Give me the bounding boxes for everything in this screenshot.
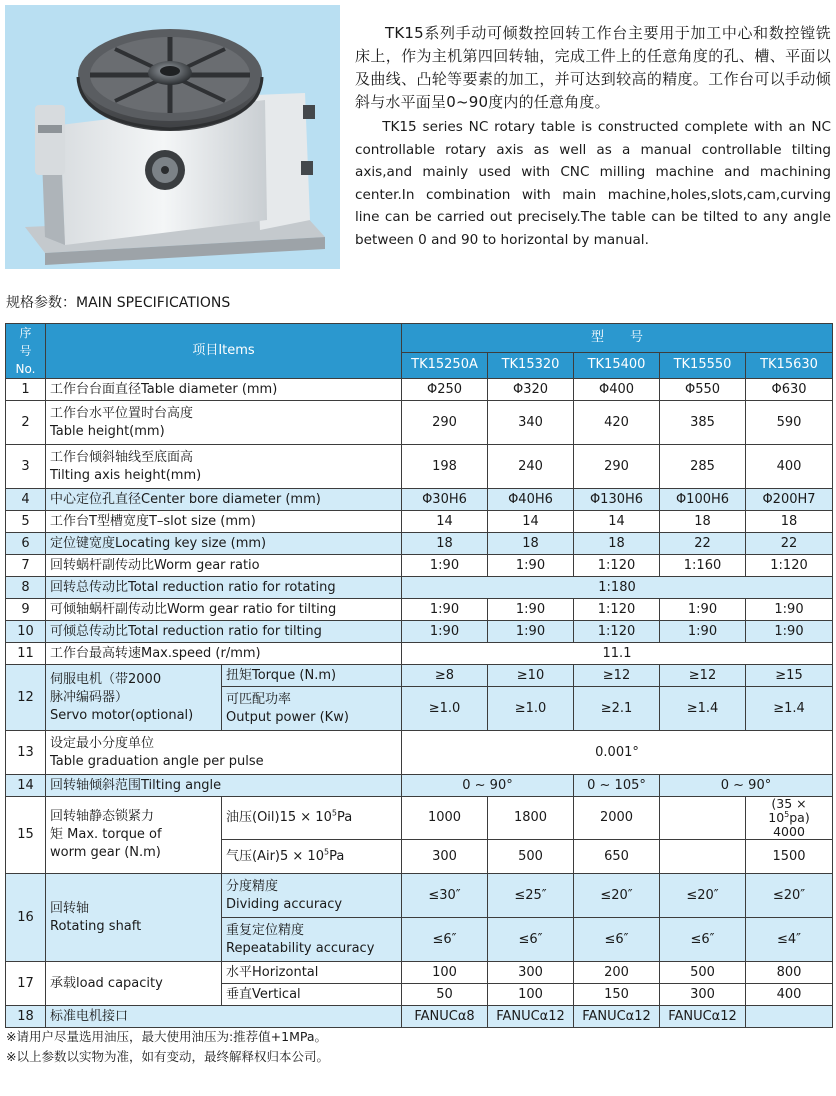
row-value: ≥2.1 <box>574 687 660 731</box>
row-value: 340 <box>488 401 574 445</box>
table-row <box>6 731 833 775</box>
row-number: 13 <box>6 731 46 775</box>
row-value: 590 <box>746 401 833 445</box>
air-pressure-label: 气压(Air)5 × 10 <box>226 848 324 864</box>
header-row <box>6 324 833 353</box>
row-value: Φ400 <box>574 379 660 401</box>
row-item: 工作台最高转速Max.speed (r/mm) <box>46 643 402 665</box>
row-item-zh: 设定最小分度单位 <box>50 735 155 751</box>
row-number: 18 <box>6 1006 46 1028</box>
row-value: 50 <box>402 984 488 1006</box>
row-number: 15 <box>6 797 46 874</box>
intro-chinese: TK15系列手动可倾数控回转工作台主要用于加工中心和数控镗铣床上，作为主机第四回转轴，完成工件上的任意角度的孔、槽、平面以及曲线、凸轮等要素的加工，并可达到较高的精度。工作台可以手动倾斜与水平面呈0~90度内的任意角度。 <box>355 24 831 111</box>
row-value: 1:90 <box>660 621 746 643</box>
table-row <box>6 1006 833 1028</box>
intro-section <box>355 22 831 251</box>
row-value: ≤20″ <box>660 874 746 918</box>
value-exponent: 5 <box>784 809 790 819</box>
row-value: 1:90 <box>746 621 833 643</box>
row-value: ≤6″ <box>488 918 574 962</box>
footnotes <box>6 1027 329 1067</box>
header-model: 型 号 <box>402 324 833 353</box>
product-photo <box>5 5 340 269</box>
row-value: 18 <box>574 533 660 555</box>
oil-pressure-exponent: 5 <box>331 808 337 818</box>
table-row <box>6 621 833 643</box>
header-no-char-3: No. <box>15 362 36 376</box>
row-value: 1:90 <box>746 599 833 621</box>
row-value: 200 <box>574 962 660 984</box>
rotary-table-illustration <box>5 5 340 269</box>
value-part: (35 × 10 <box>768 796 807 825</box>
row-item: 可倾总传动比Total reduction ratio for tilting <box>46 621 402 643</box>
row-value: 18 <box>488 533 574 555</box>
row-sub-item <box>222 797 402 840</box>
air-pressure-unit: Pa <box>329 848 345 864</box>
row-item-en: Tilting axis height(mm) <box>50 467 202 483</box>
row-value: ≥1.4 <box>746 687 833 731</box>
model-name: TK15250A <box>402 352 488 378</box>
row-value: 0 ~ 90° <box>660 775 833 797</box>
row-value: ≤25″ <box>488 874 574 918</box>
row-value: 198 <box>402 445 488 489</box>
row-value: 400 <box>746 445 833 489</box>
row-sub-item-en: Repeatability accuracy <box>226 940 375 956</box>
row-item: 中心定位孔直径Center bore diameter (mm) <box>46 489 402 511</box>
row-value: 1:90 <box>488 621 574 643</box>
row-value: Φ200H7 <box>746 489 833 511</box>
row-value: Φ100H6 <box>660 489 746 511</box>
row-value: 1:90 <box>402 555 488 577</box>
row-value: 1500 <box>746 840 833 874</box>
row-value: ≤4″ <box>746 918 833 962</box>
row-number: 8 <box>6 577 46 599</box>
row-value: 300 <box>402 840 488 874</box>
row-value: 1:120 <box>574 599 660 621</box>
row-value: 300 <box>488 962 574 984</box>
row-sub-item-zh: 重复定位精度 <box>226 922 305 938</box>
row-value: 385 <box>660 401 746 445</box>
row-value: 100 <box>488 984 574 1006</box>
table-row <box>6 962 833 984</box>
row-item-en: Rotating shaft <box>50 918 142 934</box>
header-no <box>6 324 46 379</box>
row-item-zh: 回转轴 <box>50 900 90 916</box>
row-value <box>746 1006 833 1028</box>
row-item-zh: 工作台水平位置时台高度 <box>50 405 194 421</box>
table-row <box>6 445 833 489</box>
row-value: 1:90 <box>660 599 746 621</box>
row-item <box>46 445 402 489</box>
row-sub-item-zh: 可匹配功率 <box>226 691 292 707</box>
row-value: ≥1.0 <box>402 687 488 731</box>
row-number: 16 <box>6 874 46 962</box>
table-row <box>6 797 833 840</box>
table-row <box>6 577 833 599</box>
row-value: 100 <box>402 962 488 984</box>
row-value: 2000 <box>574 797 660 840</box>
model-name: TK15320 <box>488 352 574 378</box>
row-value: 1800 <box>488 797 574 840</box>
row-number: 9 <box>6 599 46 621</box>
row-sub-item: 水平Horizontal <box>222 962 402 984</box>
row-value: 500 <box>660 962 746 984</box>
row-value: 18 <box>746 511 833 533</box>
row-item-line: 脉冲编码器） <box>50 689 129 705</box>
row-value: 0.001° <box>402 731 833 775</box>
row-value <box>746 797 833 840</box>
row-item-line: worm gear (N.m) <box>50 845 161 860</box>
row-sub-item <box>222 840 402 874</box>
row-number: 7 <box>6 555 46 577</box>
intro-english: TK15 series NC rotary table is constructed complete with an NC controllable rotary axis as well as a manual controllable tilting axis,and mainly used with CNC milling machine and machining center.In combination with main machine,holes,slots,cam,curving line can be carried out precisely.The table can be tilted to any angle between 0 and 90 to horizontal by manual. <box>355 119 831 248</box>
row-value: Φ130H6 <box>574 489 660 511</box>
row-item-zh: 工作台倾斜轴线至底面高 <box>50 449 194 465</box>
table-row <box>6 665 833 687</box>
row-value: 1:90 <box>402 599 488 621</box>
row-number: 11 <box>6 643 46 665</box>
row-number: 6 <box>6 533 46 555</box>
row-value: 1:90 <box>402 621 488 643</box>
row-sub-item-en: Output power (Kw) <box>226 709 349 725</box>
footnote: ※以上参数以实物为准，如有变动，最终解释权归本公司。 <box>6 1049 329 1064</box>
row-value: 0 ~ 105° <box>574 775 660 797</box>
table-row <box>6 555 833 577</box>
spec-title: 规格参数：MAIN SPECIFICATIONS <box>6 295 231 311</box>
row-value: FANUCα12 <box>488 1006 574 1028</box>
table-row <box>6 401 833 445</box>
table-row <box>6 874 833 918</box>
row-value: ≤20″ <box>574 874 660 918</box>
row-number: 3 <box>6 445 46 489</box>
row-value: 14 <box>574 511 660 533</box>
row-value: 1:180 <box>402 577 833 599</box>
row-value: ≤6″ <box>402 918 488 962</box>
value-line: 4000 <box>773 824 805 839</box>
row-item-line: 矩 Max. torque of <box>50 827 162 842</box>
row-value: 1:90 <box>488 599 574 621</box>
table-row <box>6 599 833 621</box>
model-name: TK15400 <box>574 352 660 378</box>
row-value: 0 ~ 90° <box>402 775 574 797</box>
row-value: 285 <box>660 445 746 489</box>
row-number: 1 <box>6 379 46 401</box>
header-no-char-2: 号 <box>19 344 32 358</box>
row-item-line: Servo motor(optional) <box>50 707 194 723</box>
row-value: 22 <box>660 533 746 555</box>
row-value: ≥15 <box>746 665 833 687</box>
row-number: 4 <box>6 489 46 511</box>
row-number: 12 <box>6 665 46 731</box>
row-value: 240 <box>488 445 574 489</box>
row-item <box>46 731 402 775</box>
row-sub-item: 垂直Vertical <box>222 984 402 1006</box>
row-item: 回转蜗杆副传动比Worm gear ratio <box>46 555 402 577</box>
table-row <box>6 775 833 797</box>
row-sub-item <box>222 918 402 962</box>
value-part: pa) <box>789 810 810 825</box>
model-name: TK15550 <box>660 352 746 378</box>
row-value: ≥1.0 <box>488 687 574 731</box>
row-value: Φ320 <box>488 379 574 401</box>
row-value: 22 <box>746 533 833 555</box>
footnote: ※请用户尽量选用油压，最大使用油压为:推荐值+1MPa。 <box>6 1029 328 1044</box>
row-sub-item-en: Dividing accuracy <box>226 896 343 912</box>
row-value <box>660 797 746 840</box>
row-value: 1:160 <box>660 555 746 577</box>
table-row <box>6 379 833 401</box>
row-value: FANUCα12 <box>660 1006 746 1028</box>
row-sub-item-zh: 分度精度 <box>226 878 279 894</box>
row-value: 1:120 <box>746 555 833 577</box>
row-value: 18 <box>660 511 746 533</box>
row-value: 420 <box>574 401 660 445</box>
row-value: ≥8 <box>402 665 488 687</box>
row-value: ≥10 <box>488 665 574 687</box>
row-value: 290 <box>402 401 488 445</box>
row-value: 1:90 <box>488 555 574 577</box>
row-item-en: Table height(mm) <box>50 423 165 439</box>
row-value: ≥1.4 <box>660 687 746 731</box>
model-name: TK15630 <box>746 352 833 378</box>
row-value: FANUCα8 <box>402 1006 488 1028</box>
row-value: ≥12 <box>660 665 746 687</box>
row-item: 可倾轴蜗杆副传动比Worm gear ratio for tilting <box>46 599 402 621</box>
row-value: FANUCα12 <box>574 1006 660 1028</box>
row-item-line: 伺服电机（带2000 <box>50 671 162 687</box>
row-value: 150 <box>574 984 660 1006</box>
oil-pressure-label: 油压(Oil)15 × 10 <box>226 810 332 825</box>
row-number: 10 <box>6 621 46 643</box>
row-item: 回转轴倾斜范围Tilting angle <box>46 775 402 797</box>
row-value: ≥12 <box>574 665 660 687</box>
row-item: 定位键宽度Locating key size (mm) <box>46 533 402 555</box>
row-sub-item <box>222 687 402 731</box>
row-value: 11.1 <box>402 643 833 665</box>
row-item <box>46 797 222 874</box>
row-value: ≤30″ <box>402 874 488 918</box>
row-number: 14 <box>6 775 46 797</box>
row-item: 回转总传动比Total reduction ratio for rotating <box>46 577 402 599</box>
row-value: 1000 <box>402 797 488 840</box>
spec-table <box>5 323 833 1028</box>
row-item: 工作台T型槽宽度T–slot size (mm) <box>46 511 402 533</box>
row-value: ≤6″ <box>574 918 660 962</box>
row-item: 工作台台面直径Table diameter (mm) <box>46 379 402 401</box>
row-value: 800 <box>746 962 833 984</box>
row-item-line: 回转轴静态锁紧力 <box>50 809 155 824</box>
header-no-char-1: 序 <box>19 326 32 340</box>
row-item: 承载load capacity <box>46 962 222 1006</box>
row-value: 300 <box>660 984 746 1006</box>
row-item-en: Table graduation angle per pulse <box>50 753 264 769</box>
row-value: 18 <box>402 533 488 555</box>
row-sub-item <box>222 874 402 918</box>
row-value: Φ250 <box>402 379 488 401</box>
row-value: Φ40H6 <box>488 489 574 511</box>
row-item <box>46 665 222 731</box>
row-number: 5 <box>6 511 46 533</box>
oil-pressure-unit: Pa <box>336 810 353 825</box>
row-item <box>46 401 402 445</box>
row-item <box>46 874 222 962</box>
row-value: 14 <box>402 511 488 533</box>
air-pressure-exponent: 5 <box>323 847 330 857</box>
row-value: 1:120 <box>574 621 660 643</box>
row-value: 290 <box>574 445 660 489</box>
table-row <box>6 533 833 555</box>
row-sub-item: 扭矩Torque (N.m) <box>222 665 402 687</box>
row-value: ≤20″ <box>746 874 833 918</box>
row-value: Φ630 <box>746 379 833 401</box>
row-value: 400 <box>746 984 833 1006</box>
row-value: 14 <box>488 511 574 533</box>
table-row <box>6 489 833 511</box>
row-value: Φ550 <box>660 379 746 401</box>
table-row <box>6 643 833 665</box>
row-value <box>660 840 746 874</box>
row-value: 1:120 <box>574 555 660 577</box>
row-number: 2 <box>6 401 46 445</box>
row-value: ≤6″ <box>660 918 746 962</box>
row-number: 17 <box>6 962 46 1006</box>
row-value: 500 <box>488 840 574 874</box>
row-value: Φ30H6 <box>402 489 488 511</box>
row-value: 650 <box>574 840 660 874</box>
table-row <box>6 511 833 533</box>
header-items: 项目Items <box>46 324 402 379</box>
row-item: 标准电机接口 <box>46 1006 402 1028</box>
